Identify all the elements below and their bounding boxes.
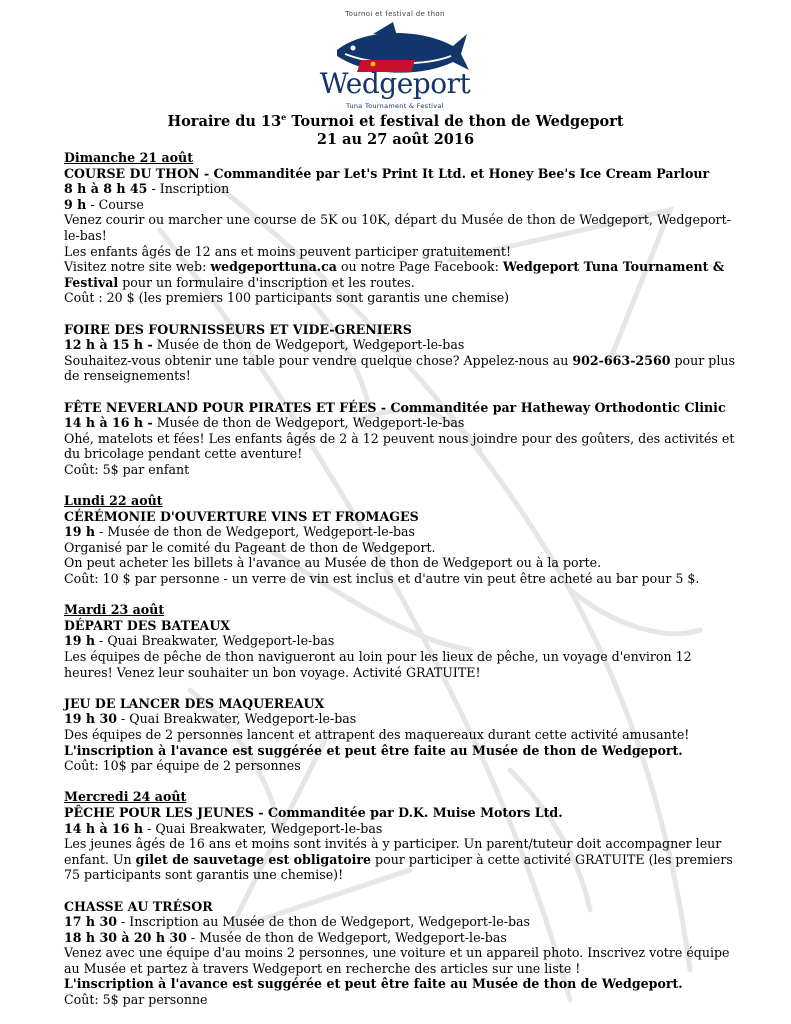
logo-tagline-bottom: Tuna Tournament & Festival	[346, 102, 444, 110]
logo-tagline-top: Tournoi et festival de thon	[345, 10, 445, 18]
event-time: 9 h - Course	[64, 196, 144, 212]
facebook-page-link[interactable]: Wedgeport Tuna Tournament & Festival	[64, 259, 725, 290]
event-time: 18 h 30 à 20 h 30 - Musée de thon de Wedgeport, Wedgeport-le-bas	[64, 929, 507, 945]
registration-note: L'inscription à l'avance est suggérée et peut être faite au Musée de thon de Wedgeport.	[64, 976, 683, 992]
day-heading-wednesday: Mercredi 24 août	[64, 789, 187, 805]
page-title: Horaire du 13e Tournoi et festival de thon de Wedgeport	[167, 112, 624, 130]
event-time: 8 h à 8 h 45 - Inscription	[64, 181, 230, 197]
event-title-maquereaux: JEU DE LANCER DES MAQUEREAUX	[64, 695, 325, 711]
wedgeport-logo	[315, 10, 475, 115]
event-description: Visitez notre site web: wedgeporttuna.ca ou notre Page Facebook: Wedgeport Tuna Tournament & Festival pour un formulaire d'inscription et les routes.	[64, 259, 725, 290]
event-description: Des équipes de 2 personnes lancent et attrapent des maquereaux durant cette activité amusante!	[64, 726, 690, 742]
event-title-ceremonie: CÉRÉMONIE D'OUVERTURE VINS ET FROMAGES	[64, 508, 419, 524]
event-description: Les enfants âgés de 12 ans et moins peuvent participer gratuitement!	[64, 243, 512, 259]
event-time: 12 h à 15 h - Musée de thon de Wedgeport, Wedgeport-le-bas	[64, 337, 465, 353]
event-description: Venez courir ou marcher une course de 5K ou 10K, départ du Musée de thon de Wedgeport, Wedgeport-le-bas!	[64, 212, 731, 243]
event-description: Souhaitez-vous obtenir une table pour vendre quelque chose? Appelez-nous au 902-663-2560 pour plus de renseignements!	[64, 352, 735, 384]
event-description: Venez avec une équipe d'au moins 2 personnes, une voiture et un appareil photo. Inscrivez votre équipe au Musée et partez à travers Wedgeport en recherche des articles sur une liste !	[64, 945, 730, 976]
event-title-bateaux: DÉPART DES BATEAUX	[64, 617, 231, 633]
event-cost: Coût: 10$ par équipe de 2 personnes	[64, 758, 301, 774]
event-time: 19 h - Musée de thon de Wedgeport, Wedgeport-le-bas	[64, 524, 415, 540]
page-dates: 21 au 27 août 2016	[316, 131, 475, 148]
event-time: 14 h à 16 h - Musée de thon de Wedgeport, Wedgeport-le-bas	[64, 415, 465, 431]
day-heading-monday: Lundi 22 août	[64, 493, 163, 509]
schedule-content	[64, 150, 744, 1008]
website-link[interactable]: wedgeporttuna.ca	[210, 259, 337, 275]
logo-wordmark: Wedgeport	[319, 67, 471, 100]
event-title-peche: PÊCHE POUR LES JEUNES - Commanditée par D.K. Muise Motors Ltd.	[64, 804, 563, 820]
event-cost: Coût : 20 $ (les premiers 100 participants sont garantis une chemise)	[64, 290, 510, 306]
event-description: Les jeunes âgés de 16 ans et moins sont invités à y participer. Un parent/tuteur doit accompagner leur enfant. Un gilet de sauvetage est obligatoire pour participer à cette activité GRATUITE (les premiers 75 participants sont garantis une chemise)!	[64, 836, 733, 883]
event-cost: Coût: 10 $ par personne - un verre de vin est inclus et d'autre vin peut être acheté au bar pour 5 $.	[64, 571, 700, 587]
event-title-foire: FOIRE DES FOURNISSEURS ET VIDE-GRENIERS	[64, 321, 412, 337]
event-title-tresor: CHASSE AU TRÉSOR	[64, 898, 213, 914]
event-time: 14 h à 16 h - Quai Breakwater, Wedgeport-le-bas	[64, 820, 383, 836]
event-time: 19 h - Quai Breakwater, Wedgeport-le-bas	[64, 633, 335, 649]
day-heading-sunday: Dimanche 21 août	[64, 150, 194, 165]
day-heading-tuesday: Mardi 23 août	[64, 602, 165, 618]
event-time: 19 h 30 - Quai Breakwater, Wedgeport-le-bas	[64, 711, 357, 727]
event-description: Organisé par le comité du Pageant de thon de Wedgeport.	[64, 539, 436, 555]
event-description: On peut acheter les billets à l'avance au Musée de thon de Wedgeport ou à la porte.	[64, 555, 602, 571]
phone-number: 902-663-2560	[572, 352, 671, 368]
event-description: Les équipes de pêche de thon navigueront au loin pour les lieux de pêche, un voyage d'environ 12 heures! Venez leur souhaiter un bon voyage. Activité GRATUITE!	[64, 649, 692, 680]
event-title-course: COURSE DU THON - Commanditée par Let's Print It Ltd. et Honey Bee's Ice Cream Parlour	[64, 165, 710, 181]
event-description: Ohé, matelots et fées! Les enfants âgés de 2 à 12 peuvent nous joindre pour des goûters, des activités et du bricolage pendant cette aventure!	[64, 430, 735, 462]
event-cost: Coût: 5$ par enfant	[64, 461, 190, 477]
event-title-neverland: FÊTE NEVERLAND POUR PIRATES ET FÉES - Commanditée par Hatheway Orthodontic Clinic	[64, 399, 726, 415]
event-time: 17 h 30 - Inscription au Musée de thon de Wedgeport, Wedgeport-le-bas	[64, 914, 531, 930]
registration-note: L'inscription à l'avance est suggérée et peut être faite au Musée de thon de Wedgeport.	[64, 742, 683, 758]
event-cost: Coût: 5$ par personne	[64, 992, 208, 1008]
